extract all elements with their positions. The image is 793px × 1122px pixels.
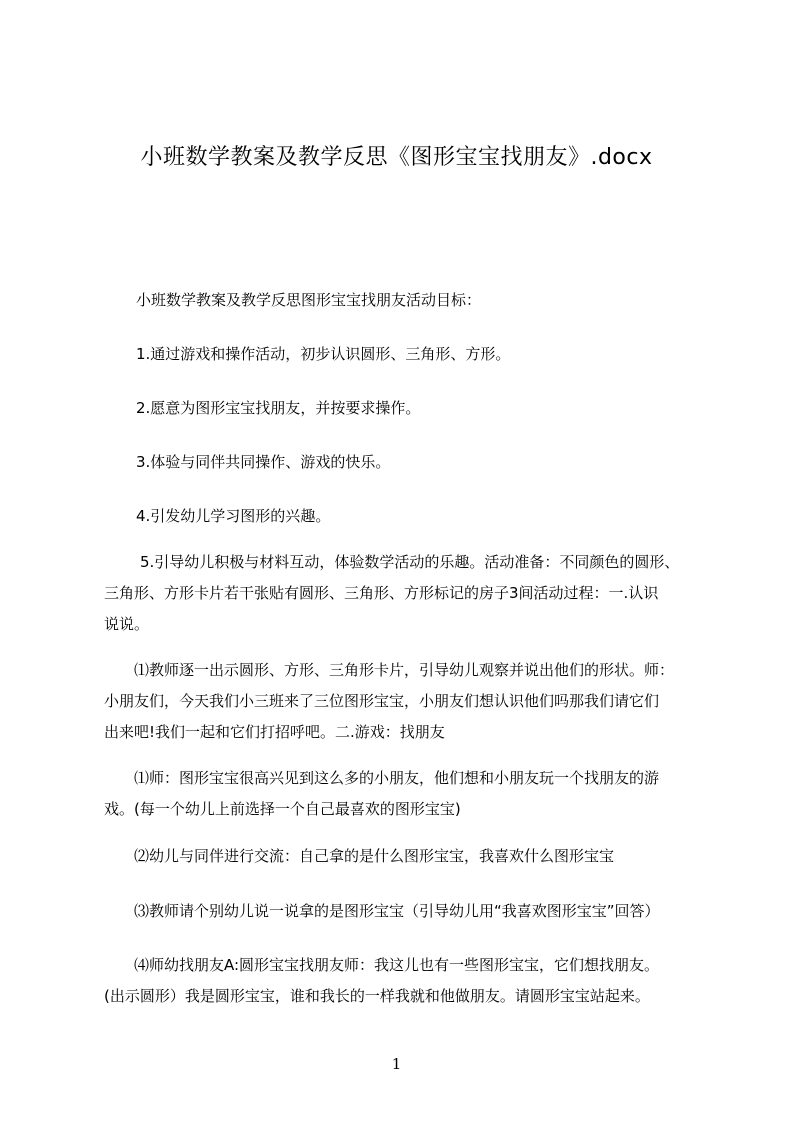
paragraph-objective-5 <box>104 547 704 640</box>
paragraph-line: ⑵幼儿与同伴进行交流：自己拿的是什么图形宝宝，我喜欢什么图形宝宝 <box>134 847 615 865</box>
paragraph-line: 三角形、方形卡片若干张贴有圆形、三角形、方形标记的房子3间活动过程：一.认识 <box>104 584 659 602</box>
paragraph-line: (出示圆形）我是圆形宝宝，谁和我长的一样我就和他做朋友。请圆形宝宝站起来。 <box>104 987 650 1005</box>
paragraph-line: 5.引导幼儿积极与材料互动，体验数学活动的乐趣。活动准备：不同颜色的圆形、 <box>140 553 680 571</box>
paragraph-objectives-heading <box>136 285 756 316</box>
document-title: 小班数学教案及教学反思《图形宝宝找朋友》.docx <box>140 145 653 170</box>
paragraph-line: 小班数学教案及教学反思图形宝宝找朋友活动目标： <box>136 291 482 309</box>
paragraph-line: ⑷师幼找朋友A:圆形宝宝找朋友师：我这儿也有一些图形宝宝，它们想找朋友。 <box>134 956 660 974</box>
paragraph-game-step-4 <box>104 950 744 1012</box>
paragraph-line: 出来吧!我们一起和它们打招呼吧。二.游戏：找朋友 <box>104 723 445 741</box>
paragraph-line: 1.通过游戏和操作活动，初步认识圆形、三角形、方形。 <box>136 345 511 363</box>
paragraph-line: 小朋友们，今天我们小三班来了三位图形宝宝，小朋友们想认识他们吗那我们请它们 <box>104 692 660 710</box>
paragraph-objective-1 <box>136 339 756 370</box>
paragraph-objective-4 <box>136 501 756 532</box>
paragraph-line: 4.引发幼儿学习图形的兴趣。 <box>136 507 331 525</box>
paragraph-game-step-3 <box>134 896 754 927</box>
paragraph-line: 3.体验与同伴共同操作、游戏的快乐。 <box>136 453 391 471</box>
paragraph-line: 说说。 <box>104 615 150 633</box>
paragraph-line: ⑶教师请个别幼儿说一说拿的是图形宝宝（引导幼儿用“我喜欢图形宝宝”回答） <box>134 902 660 920</box>
page-number: 1 <box>391 1055 402 1073</box>
paragraph-line: ⑴师：图形宝宝很高兴见到这么多的小朋友，他们想和小朋友玩一个找朋友的游 <box>134 769 660 787</box>
paragraph-game-step-1 <box>104 763 724 825</box>
paragraph-objective-3 <box>136 447 756 478</box>
paragraph-line: 戏。(每一个幼儿上前选择一个自己最喜欢的图形宝宝) <box>104 800 461 818</box>
paragraph-step-1 <box>104 655 700 748</box>
paragraph-game-step-2 <box>134 841 754 872</box>
paragraph-objective-2 <box>136 393 756 424</box>
paragraph-line: 2.愿意为图形宝宝找朋友，并按要求操作。 <box>136 399 421 417</box>
paragraph-line: ⑴教师逐一出示圆形、方形、三角形卡片，引导幼儿观察并说出他们的形状。师： <box>134 661 675 679</box>
